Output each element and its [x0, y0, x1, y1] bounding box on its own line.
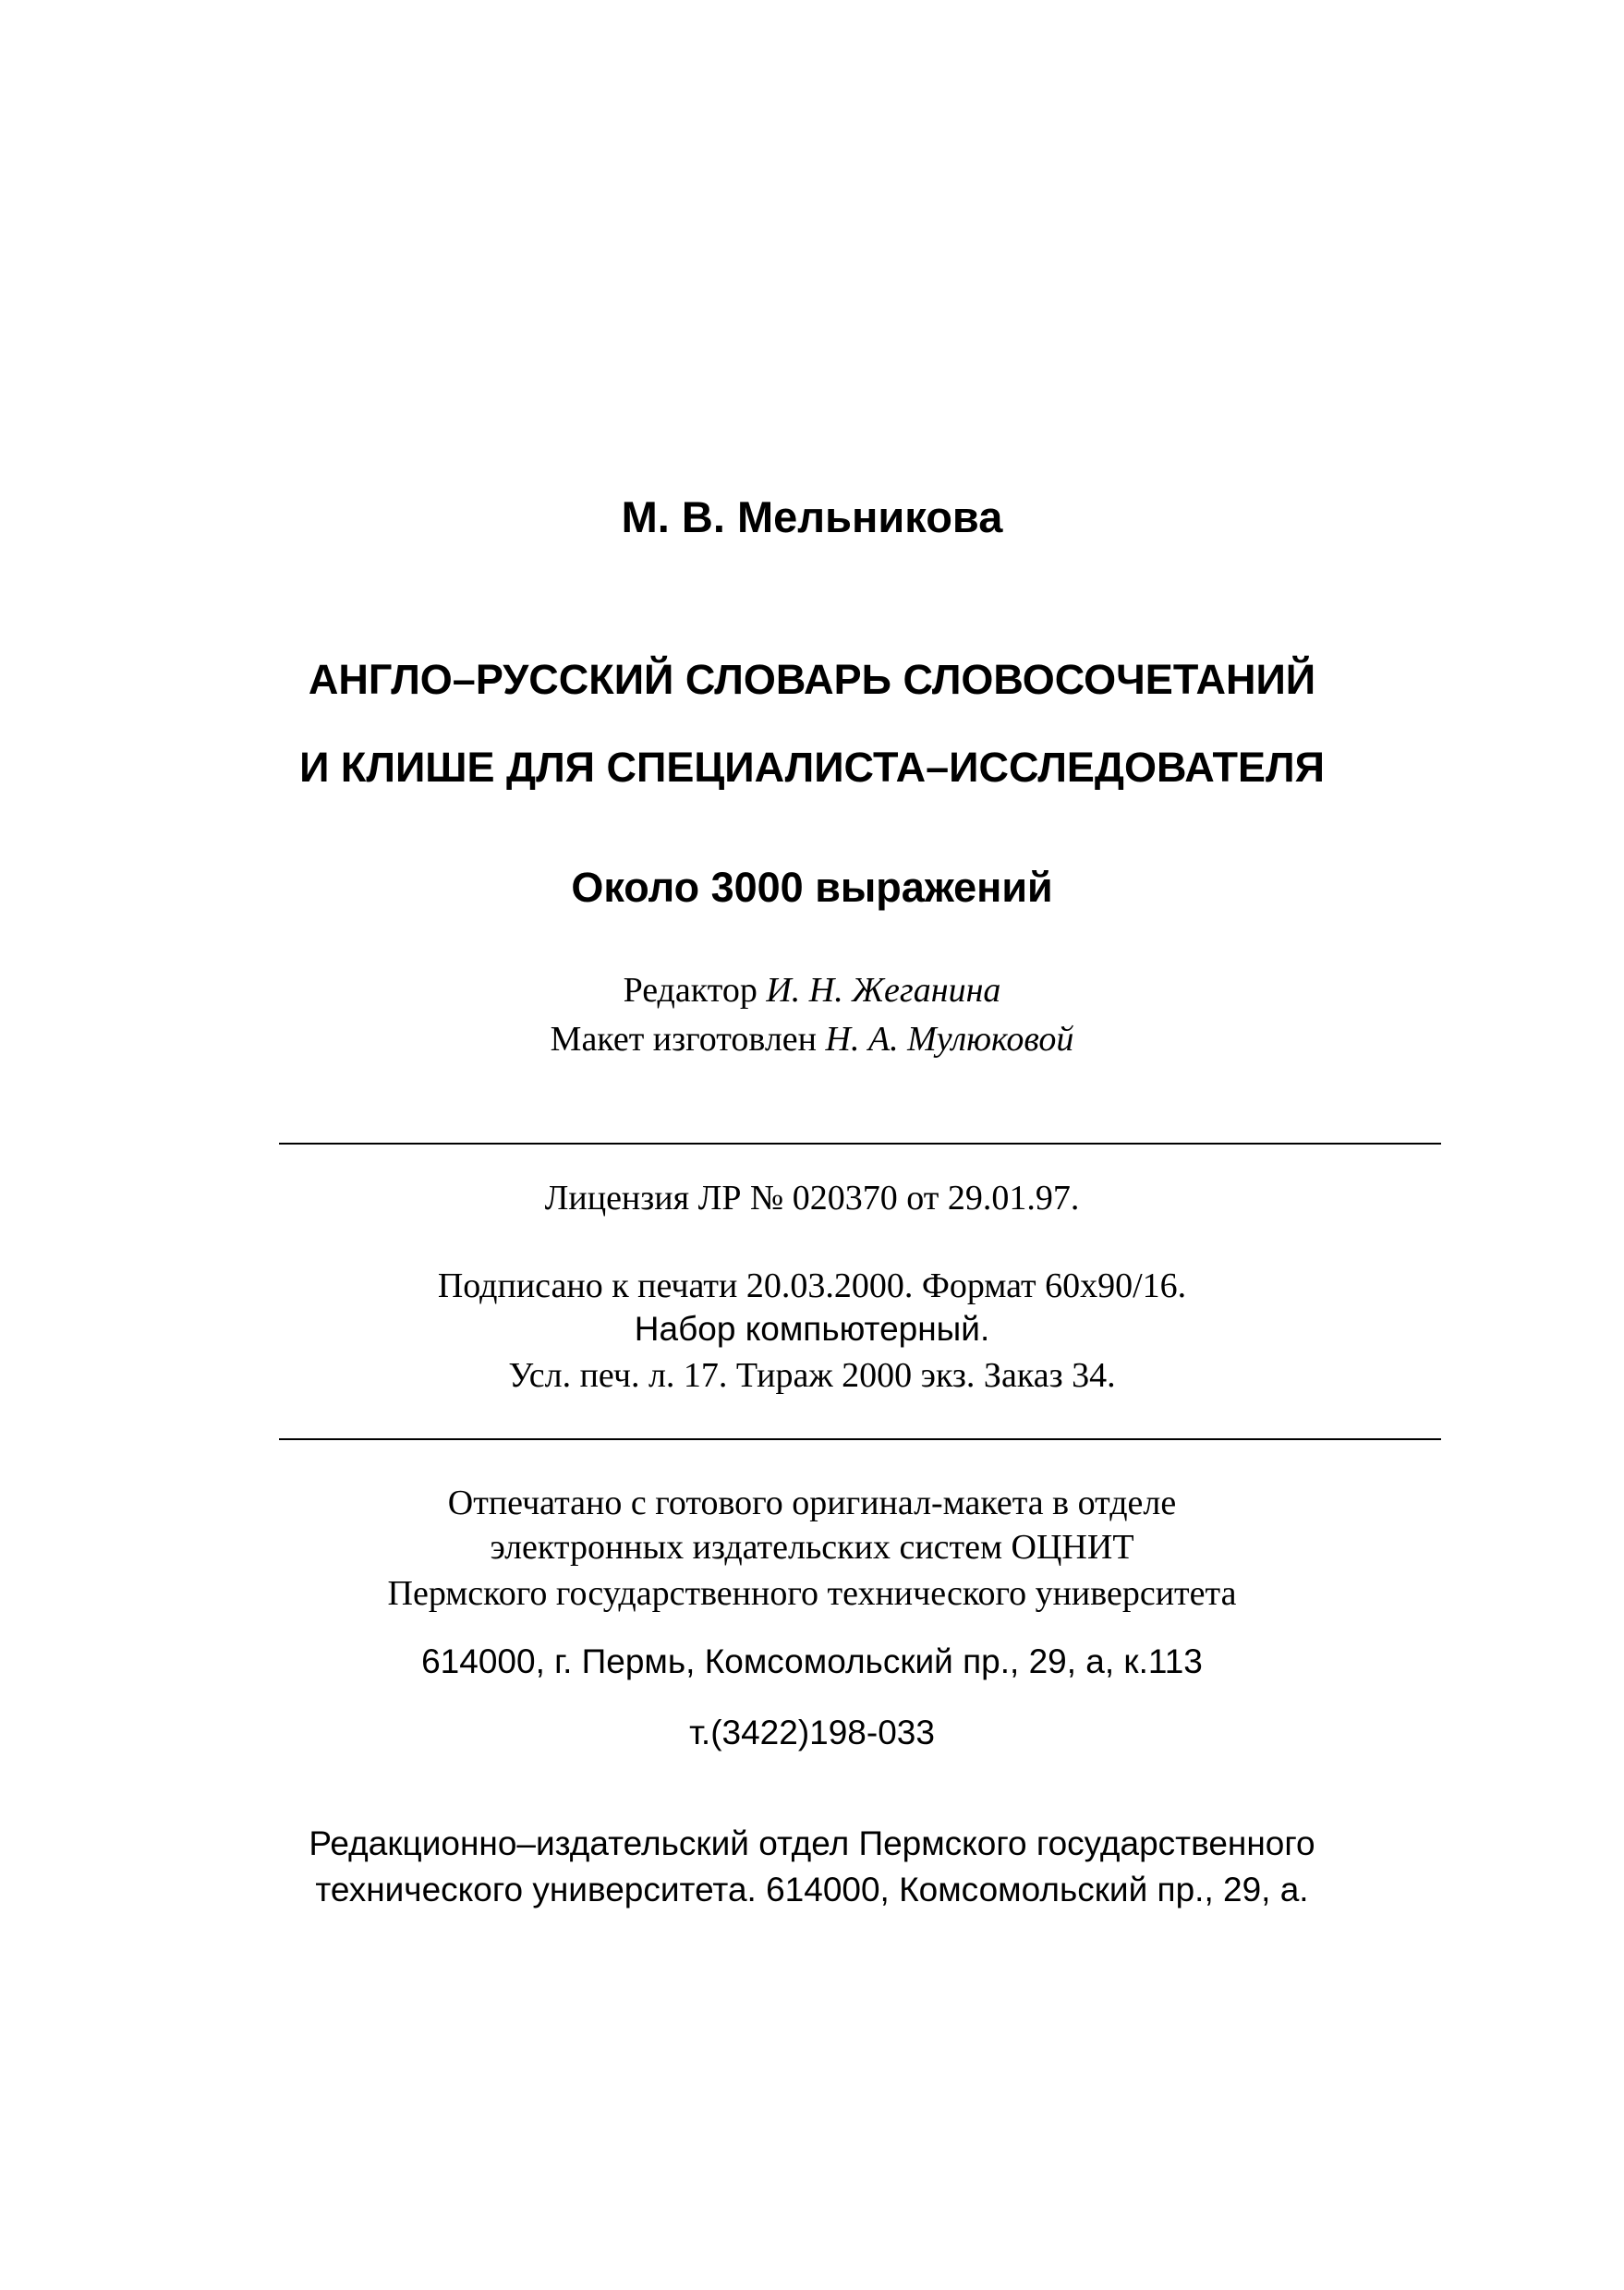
- publisher-line-1: Редакционно–издательский отдел Пермского государственного: [309, 1824, 1315, 1862]
- author-name: М. В. Мельникова: [621, 492, 1003, 541]
- editor-name: И. Н. Жеганина: [766, 971, 1001, 1010]
- printer-phone: т.(3422)198-033: [689, 1714, 935, 1751]
- print-run-line: Усл. печ. л. 17. Тираж 2000 экз. Заказ 34.: [508, 1356, 1116, 1395]
- editor-credit: [0, 970, 1624, 1011]
- printer-line-1: Отпечатано с готового оригинал-макета в отделе: [447, 1484, 1177, 1522]
- book-title-line-2: И КЛИШЕ ДЛЯ СПЕЦИАЛИСТА–ИССЛЕДОВАТЕЛЯ: [299, 744, 1325, 791]
- book-title-line-1: АНГЛО–РУССКИЙ СЛОВАРЬ СЛОВОСОЧЕТАНИЙ: [308, 656, 1316, 703]
- printer-line-2: электронных издательских систем ОЦНИТ: [490, 1528, 1134, 1567]
- divider-bottom: [279, 1438, 1441, 1440]
- license-line: Лицензия ЛР № 020370 от 29.01.97.: [544, 1179, 1080, 1218]
- layout-credit: [0, 1019, 1624, 1060]
- printer-line-3: Пермского государственного технического университета: [387, 1574, 1237, 1613]
- book-subtitle: Около 3000 выражений: [571, 864, 1053, 911]
- signed-for-print-line: Подписано к печати 20.03.2000. Формат 60х90/16.: [437, 1266, 1187, 1305]
- editor-label: Редактор: [623, 971, 767, 1010]
- divider-top: [279, 1143, 1441, 1145]
- typeset-line: Набор компьютерный.: [634, 1310, 990, 1348]
- publisher-line-2: технического университета. 614000, Комсомольский пр., 29, а.: [315, 1871, 1309, 1908]
- printer-address: 614000, г. Пермь, Комсомольский пр., 29, а, к.113: [421, 1642, 1203, 1680]
- layout-name: Н. А. Мулюковой: [825, 1020, 1074, 1059]
- layout-label: Макет изготовлен: [550, 1020, 826, 1059]
